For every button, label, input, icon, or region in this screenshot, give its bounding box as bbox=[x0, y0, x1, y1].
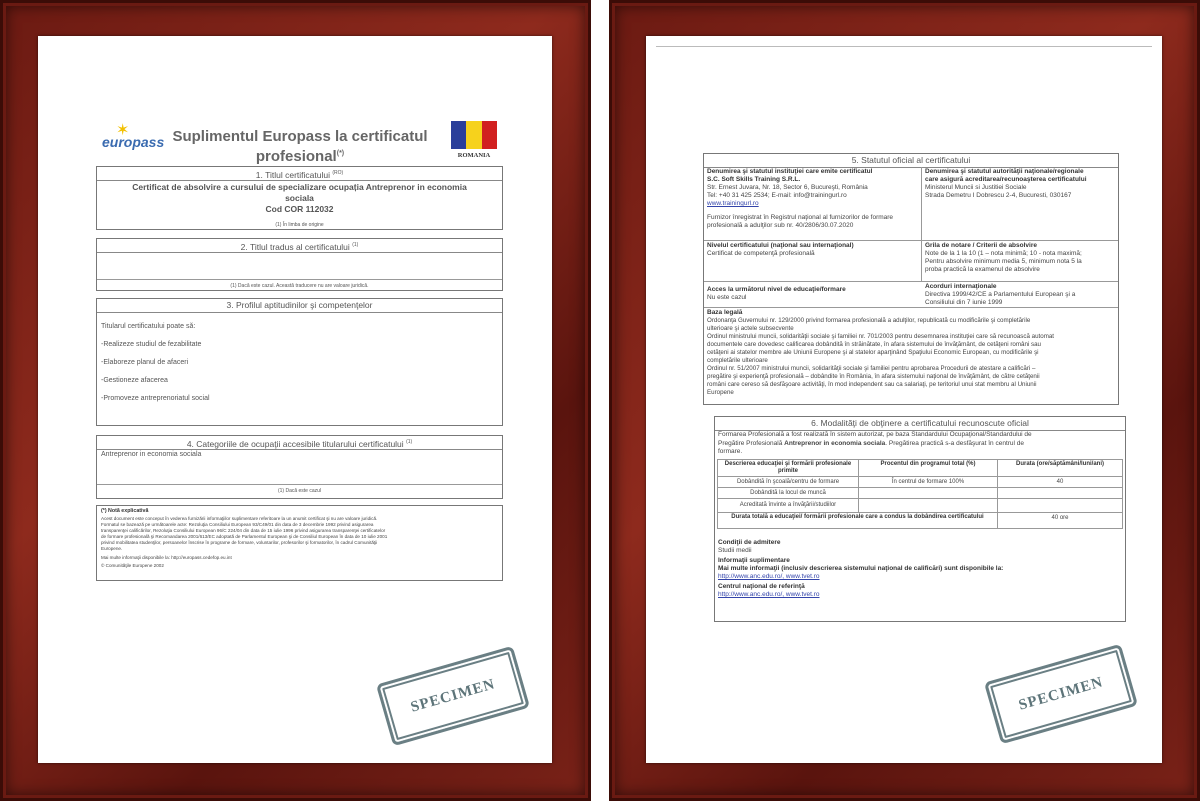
specimen-stamp bbox=[376, 646, 530, 747]
section-1-heading: 1. Titlul certificatului $^{(RO)}$ bbox=[97, 167, 502, 181]
section-6-details: Condiţii de admitere Studii medii Informaţii suplimentare Mai multe informaţii (inclusiv descrierea sistemului naţional de calificări) sunt disponibile la: http://www.anc.edu.ro/, www.tvet.ro Centrul naţional de referinţă http://www.anc.edu.ro/, www.tvet.ro bbox=[718, 539, 1123, 599]
skill-item: -Realizeze studiul de fezabilitate bbox=[101, 341, 202, 348]
skills-intro: Titularul certificatului poate să: bbox=[101, 323, 196, 330]
table-header: Descrierea educaţiei şi formării profesionale primite bbox=[724, 461, 852, 474]
specimen-stamp bbox=[984, 644, 1138, 745]
issuer-cell: Denumirea şi statutul instituţiei care emite certificatul S.C. Soft Skills Training S.R.L. Str. Ernest Juvara, Nr. 18, Sector 6, Bucureşti, România Tel: +40 31 425 2534; E-mail: info@trainingurl.ro www.trainingurl.ro Furnizor înregistrat în Registrul naţional al furnizorilor de formare profesională a adulţilor sub nr. 40/2806/30.07.2020 bbox=[704, 167, 921, 240]
table-cell: 40 bbox=[1056, 479, 1064, 485]
title-sup: (*) bbox=[336, 150, 345, 157]
authority-cell: Denumirea şi statutul autorităţii naţionale/regionale care asigură acreditarea/recunoaşterea certificatului Ministerul Muncii si Justitiei Sociale Strada Demetru I Dobrescu 2-4, Bucuresti, 030167 bbox=[925, 168, 1087, 199]
page-title bbox=[170, 128, 430, 165]
total-label: Durata totală a educaţiei/ formării profesionale care a condus la dobândirea certificatului bbox=[731, 514, 984, 520]
section-4-heading: 4. Categoriile de ocupaţii accesibile titularului certificatului $^{(1)}$ bbox=[97, 436, 502, 450]
more-info-links[interactable]: http://www.anc.edu.ro/, www.tvet.ro bbox=[718, 573, 820, 580]
international-cell: Acorduri internaţionale Directiva 1999/42/CE a Parlamentului European şi a Consiliului din 7 iunie 1999 bbox=[925, 283, 1076, 306]
section-5 bbox=[703, 153, 1119, 405]
table-cell: Acreditată învinte a învăţării/studiilor bbox=[739, 502, 837, 508]
level-cell: Nivelul certificatului (naţional sau internaţional) Certificat de competenţă profesională bbox=[707, 242, 854, 257]
section-6-intro: Formarea Profesională a fost realizată în sistem autorizat, pe baza Standardului Ocupaţional/Standardului de Pregătire Profesională Antreprenor in economia sociala. Pregătirea practică s-a desfăşurat în centrul de formare. bbox=[718, 431, 1032, 455]
skill-item: -Promoveze antreprenoriatul social bbox=[101, 395, 210, 402]
explanatory-note bbox=[96, 505, 503, 581]
star-icon: ✶ bbox=[116, 122, 130, 139]
table-cell: Dobândită în şcoală/centru de formare bbox=[736, 479, 840, 485]
section-3 bbox=[96, 298, 503, 426]
table-header: Procentul din programul total (%) bbox=[880, 461, 976, 467]
romania-flag bbox=[451, 121, 497, 149]
certificate-page-right bbox=[646, 36, 1162, 763]
title-text: Suplimentul Europass la certificatul profesional bbox=[172, 128, 428, 165]
skill-item: -Gestioneze afacerea bbox=[101, 377, 168, 384]
left-frame bbox=[0, 0, 591, 801]
logo-text: europass bbox=[102, 134, 165, 150]
skill-item: -Elaboreze planul de afaceri bbox=[101, 359, 189, 366]
note-title: (*) Notă explicativă bbox=[101, 508, 149, 514]
section-4 bbox=[96, 435, 503, 499]
section-5-heading: 5. Statutul oficial al certificatului bbox=[704, 154, 1118, 168]
section-6-heading: 6. Modalităţi de obţinere a certificatului recunoscute oficial bbox=[715, 417, 1125, 431]
section-3-heading: 3. Profilul aptitudinilor şi competenţelor bbox=[97, 299, 502, 313]
legal-basis-cell: Baza legală Ordonanţa Guvernului nr. 129/2000 privind formarea profesională a adulţilor, republicată cu modificările şi completările ulterioare şi actele subsecvente Ordinul ministrului muncii, solidarităţii sociale şi familiei nr. 701/2003 pentru desemnarea instituţiei care să recunoască automat documentele care dovedesc calificarea dobândită în străinătate, în afara sistemului de învăţământ, de cetăţeni români sau cetăţeni ai statelor membre ale Uniunii Europene şi al statelor aparţinând Spaţiului Economic European, cu modificările şi completările ulterioare Ordinul nr. 51/2007 ministrului muncii, solidarităţii sociale şi familiei pentru aprobarea Procedurii de atestare a calificări – pregătire şi experienţă profesională – dobândite în România, în afara sistemului naţional de învăţământ, de către cetăţenii români care cereso să desfăşoare activităţi, în mod independent sau ca salariaţi, pe teritoriul unui stat membru al Uniunii Europene bbox=[707, 309, 1055, 396]
access-cell: Acces la următorul nivel de educaţie/formare Nu este cazul bbox=[707, 286, 846, 301]
total-value: 40 ore bbox=[1051, 515, 1069, 521]
section-4-note: (1) Dacă este cazul bbox=[277, 488, 322, 494]
section-2 bbox=[96, 238, 503, 291]
section-2-heading: 2. Titlul tradus al certificatului $^{(1)}$ bbox=[97, 239, 502, 253]
section-6 bbox=[714, 416, 1126, 622]
section-2-note: (1) Dacă este cazul. Această traducere nu are valoare juridică. bbox=[230, 283, 369, 289]
section-1 bbox=[96, 166, 503, 230]
issuer-website-link[interactable]: www.trainingurl.ro bbox=[707, 200, 759, 207]
training-table bbox=[717, 459, 1123, 529]
right-frame bbox=[609, 0, 1200, 801]
table-header: Durata (ore/săptămâni/luni/ani) bbox=[1015, 461, 1105, 467]
note-body: Acest document este conceput în vederea furnizării informaţiilor suplimentare referitoare la un anumit certificat şi nu are valoare juridică. Formatul se bazează pe următoarele acte: Rezoluţia Consiliului European 93/C49/01 din data de 3 decembrie 1992 privind asigurarea transparenţei calificărilor, Rezoluţia Consiliului European 96/C 224/04 din data de 15 iulie 1996 privind asigurarea transparenţei certificatelor de formare profesională şi Recomandarea 2001/613/EC adoptată de Parlamentul European şi de Consiliul European în data de 10 iulie 2001 privind mobilitatea studenţilor, persoanelor înscrise în programe de formare, voluntarilor, profesorilor şi formatorilor, în cadrul Comunităţii Europene. Mai multe informaţii disponibile la: http://europass.cedefop.eu.int © Comunităţile Europene 2002 bbox=[101, 516, 388, 568]
certificate-title: Certificat de absolvire a cursului de specializare ocupația Antreprenor in economia sociala Cod COR 112032 bbox=[132, 182, 467, 214]
europass-logo bbox=[102, 120, 165, 152]
grading-cell: Grila de notare / Criterii de absolvire Note de la 1 la 10 (1 – nota minimă; 10 - nota maximă; Pentru absolvire minimum media 5, minimum nota 5 la proba practică la examenul de absolvire bbox=[925, 242, 1082, 273]
stamp-text: SPECIMEN bbox=[408, 675, 497, 716]
table-cell: Dobândită la locul de muncă bbox=[750, 490, 826, 496]
occupation-value: Antreprenor in economia sociala bbox=[101, 451, 202, 458]
stamp-text: SPECIMEN bbox=[1016, 673, 1105, 714]
certificate-page-left bbox=[38, 36, 552, 763]
section-1-note: (1) În limba de origine bbox=[275, 222, 324, 228]
country-label: ROMANIA bbox=[457, 152, 491, 159]
table-cell: În centrul de formare 100% bbox=[891, 479, 965, 485]
reference-centre-links[interactable]: http://www.anc.edu.ro/, www.tvet.ro bbox=[718, 591, 820, 598]
